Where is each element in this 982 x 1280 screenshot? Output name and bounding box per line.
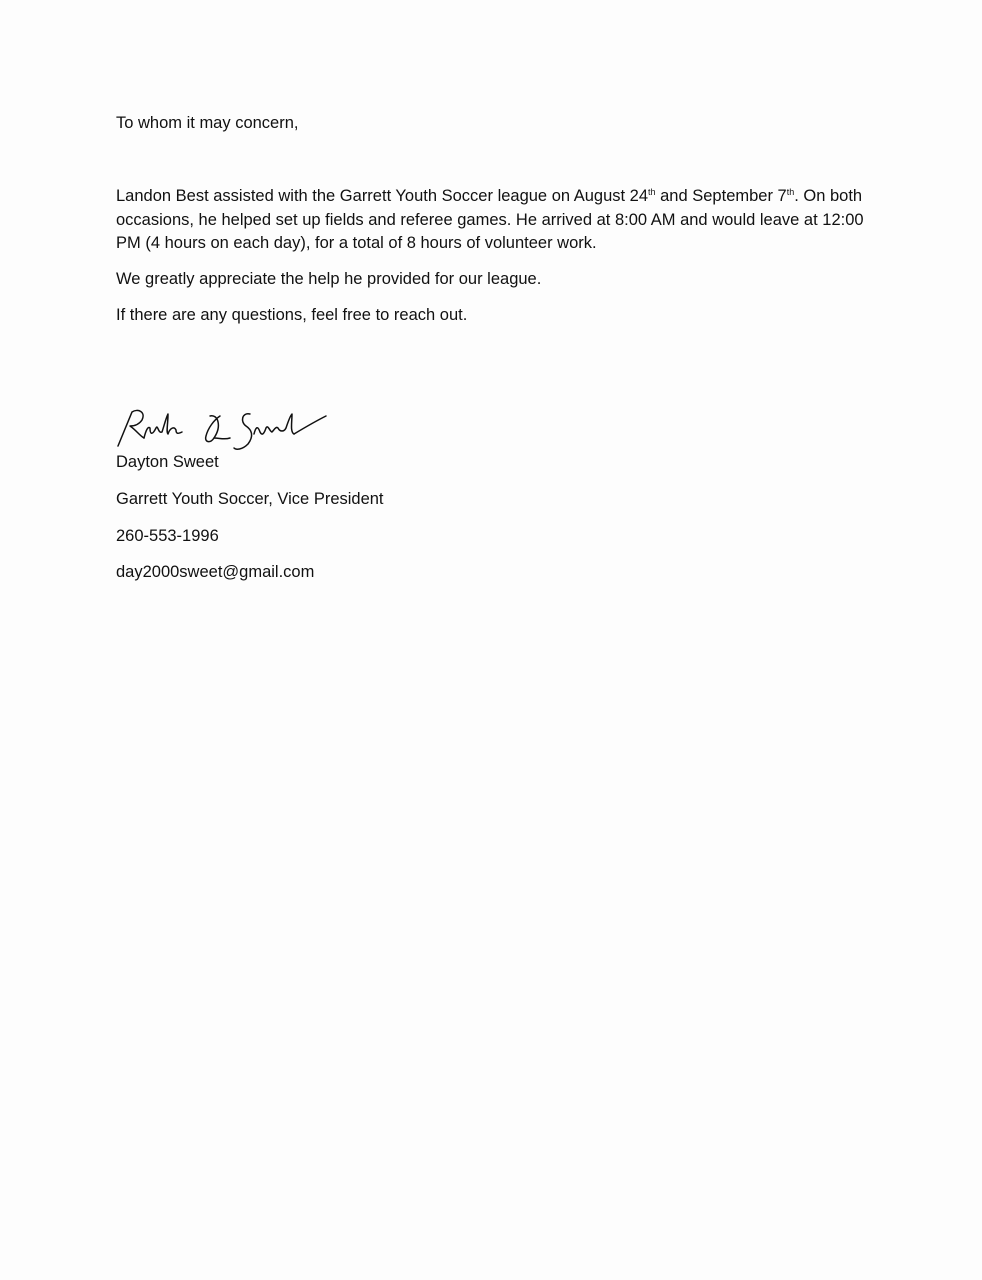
ordinal-suffix: th xyxy=(648,187,656,197)
ordinal-suffix: th xyxy=(786,187,795,197)
signature-icon xyxy=(114,404,332,454)
body-paragraph-2: We greatly appreciate the help he provided for our league. xyxy=(116,270,542,288)
signer-title: Garrett Youth Soccer, Vice President xyxy=(116,490,384,508)
body-paragraph-1 xyxy=(116,185,876,256)
paragraph-1-part-3: . On both occasions, he helped set up fields and referee games. He arrived at 8:00 AM and would leave at 12:00 PM (4 hours on each day), for a total of 8 hours of volunteer work. xyxy=(116,187,864,252)
salutation: To whom it may concern, xyxy=(116,114,299,132)
paragraph-1-part-2: and September 7 xyxy=(655,187,787,205)
signer-phone: 260-553-1996 xyxy=(116,527,219,545)
paragraph-1-part-1: Landon Best assisted with the Garrett Youth Soccer league on August 24 xyxy=(116,187,649,205)
signer-name: Dayton Sweet xyxy=(116,453,219,471)
body-paragraph-3: If there are any questions, feel free to reach out. xyxy=(116,306,468,324)
signer-email: day2000sweet@gmail.com xyxy=(116,563,315,581)
